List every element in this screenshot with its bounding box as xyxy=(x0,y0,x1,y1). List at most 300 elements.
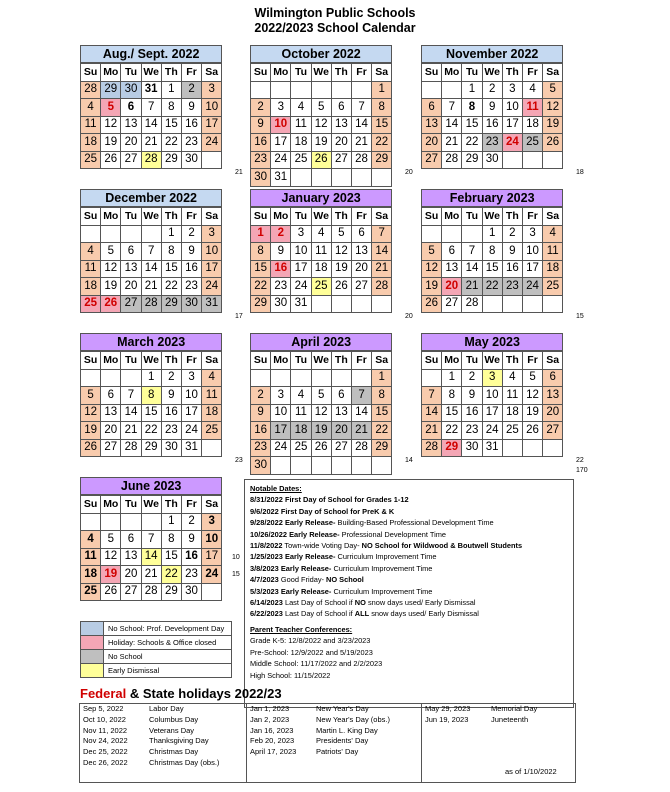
empty-cell xyxy=(372,457,392,475)
day-cell: 21 xyxy=(422,422,442,440)
conference-item: Middle School: 11/17/2022 and 2/2/2023 xyxy=(250,659,383,669)
day-cell: 29 xyxy=(101,81,121,99)
notable-date-bold: Early Release- xyxy=(284,552,336,562)
holiday-name: Christmas Day (obs.) xyxy=(149,757,220,767)
notable-date-date: 1/25/2023 xyxy=(250,552,283,562)
legend-label: Early Dismissal xyxy=(108,666,160,675)
month-table xyxy=(80,207,222,313)
day-header: Su xyxy=(81,208,101,226)
day-cell: 22 xyxy=(462,134,482,152)
notable-date-item xyxy=(250,494,568,505)
school-day-count: 15 xyxy=(576,313,584,320)
day-cell: 27 xyxy=(543,422,563,440)
empty-cell xyxy=(271,457,291,475)
day-cell: 14 xyxy=(351,116,371,134)
legend-item xyxy=(80,636,232,650)
holiday-row xyxy=(80,736,246,747)
day-cell: 10 xyxy=(482,387,502,405)
notable-date-rest: Curriculum Improvement Time xyxy=(335,552,437,562)
notable-date-date: 11/8/2022 xyxy=(250,541,283,551)
day-cell: 13 xyxy=(101,404,121,422)
day-cell: 2 xyxy=(181,513,201,531)
day-header: Sa xyxy=(202,496,222,514)
day-cell: 31 xyxy=(141,81,161,99)
empty-cell xyxy=(351,457,371,475)
day-cell: 15 xyxy=(482,260,502,278)
day-header: Mo xyxy=(442,64,462,82)
day-cell: 27 xyxy=(101,439,121,457)
day-cell: 4 xyxy=(291,99,311,117)
holiday-name: Christmas Day xyxy=(149,747,199,757)
day-cell: 12 xyxy=(311,116,331,134)
day-cell: 18 xyxy=(291,422,311,440)
day-cell: 24 xyxy=(502,134,522,152)
day-cell: 4 xyxy=(291,387,311,405)
day-cell: 31 xyxy=(181,439,201,457)
day-cell: 21 xyxy=(351,134,371,152)
day-cell: 27 xyxy=(121,583,141,601)
school-day-count: 22 xyxy=(576,457,584,464)
day-cell: 8 xyxy=(442,387,462,405)
notable-date-tail: ALL xyxy=(354,609,370,619)
day-cell: 13 xyxy=(442,260,462,278)
day-cell: 12 xyxy=(331,243,351,261)
day-header: Th xyxy=(331,208,351,226)
notable-date-item xyxy=(250,574,568,585)
day-cell: 23 xyxy=(181,134,201,152)
day-header: We xyxy=(311,352,331,370)
day-cell: 26 xyxy=(331,278,351,296)
day-cell: 4 xyxy=(81,99,101,117)
notable-date-rest: Last Day of School if xyxy=(284,609,355,619)
day-header: We xyxy=(482,352,502,370)
school-day-count: 17 xyxy=(235,313,243,320)
day-cell: 7 xyxy=(422,387,442,405)
empty-cell xyxy=(372,169,392,187)
day-cell: 24 xyxy=(271,151,291,169)
day-header: Sa xyxy=(372,64,392,82)
day-cell: 6 xyxy=(543,369,563,387)
day-cell: 21 xyxy=(141,566,161,584)
day-cell: 7 xyxy=(141,99,161,117)
day-cell: 28 xyxy=(141,295,161,313)
day-cell: 3 xyxy=(522,225,542,243)
day-cell: 12 xyxy=(311,404,331,422)
month-title: April 2023 xyxy=(250,333,392,351)
day-cell: 20 xyxy=(331,134,351,152)
holiday-date: Jan 2, 2023 xyxy=(250,714,290,724)
day-cell: 19 xyxy=(101,134,121,152)
month-table xyxy=(250,63,392,187)
day-header: We xyxy=(141,64,161,82)
day-cell: 16 xyxy=(181,260,201,278)
legend-item xyxy=(80,650,232,664)
empty-cell xyxy=(121,513,141,531)
day-cell: 26 xyxy=(522,422,542,440)
day-cell: 11 xyxy=(543,243,563,261)
day-cell: 24 xyxy=(202,278,222,296)
legend-swatch xyxy=(81,664,104,677)
day-cell: 17 xyxy=(291,260,311,278)
month-9 xyxy=(80,477,222,601)
holiday-row xyxy=(80,715,246,726)
day-cell: 3 xyxy=(271,99,291,117)
day-cell: 10 xyxy=(202,243,222,261)
conference-item: Pre-School: 12/9/2022 and 5/19/2023 xyxy=(250,647,373,657)
day-cell: 1 xyxy=(462,81,482,99)
day-cell: 11 xyxy=(311,243,331,261)
day-cell: 31 xyxy=(291,295,311,313)
day-cell: 29 xyxy=(442,439,462,457)
month-table xyxy=(80,495,222,601)
total-day-count: 170 xyxy=(576,467,588,474)
day-header: Tu xyxy=(121,352,141,370)
day-header: Mo xyxy=(101,64,121,82)
month-title: November 2022 xyxy=(421,45,563,63)
school-day-count: 14 xyxy=(405,457,413,464)
notable-date-rest: Building-Based Professional Development Time xyxy=(335,518,494,528)
holiday-date: Jan 16, 2023 xyxy=(250,725,294,735)
week-day-count: 15 xyxy=(232,571,240,579)
day-header: Sa xyxy=(202,352,222,370)
legend-label: Holiday: Schools & Office closed xyxy=(108,638,217,647)
day-cell: 1 xyxy=(251,225,271,243)
day-cell: 9 xyxy=(502,243,522,261)
notable-dates-list xyxy=(250,494,568,619)
day-cell: 17 xyxy=(271,422,291,440)
day-cell: 26 xyxy=(311,151,331,169)
day-cell: 1 xyxy=(482,225,502,243)
day-cell: 22 xyxy=(161,134,181,152)
day-cell: 23 xyxy=(271,278,291,296)
day-cell: 22 xyxy=(482,278,502,296)
empty-cell xyxy=(543,439,563,457)
empty-cell xyxy=(522,439,542,457)
day-cell: 23 xyxy=(502,278,522,296)
day-cell: 30 xyxy=(271,295,291,313)
school-day-count: 21 xyxy=(235,169,243,176)
day-cell: 22 xyxy=(141,422,161,440)
notable-date-rest: Town-wide Voting Day- xyxy=(284,541,362,551)
day-cell: 1 xyxy=(161,513,181,531)
day-cell: 12 xyxy=(101,116,121,134)
day-header: We xyxy=(482,64,502,82)
day-cell: 17 xyxy=(482,404,502,422)
holiday-date: April 17, 2023 xyxy=(250,747,297,757)
day-cell: 22 xyxy=(251,278,271,296)
day-header: Mo xyxy=(101,496,121,514)
empty-cell xyxy=(522,295,542,313)
day-cell: 27 xyxy=(422,151,442,169)
day-cell: 27 xyxy=(442,295,462,313)
day-cell: 7 xyxy=(141,243,161,261)
day-cell: 24 xyxy=(271,439,291,457)
legend-label: No School xyxy=(108,652,143,661)
day-cell: 19 xyxy=(311,422,331,440)
day-cell: 3 xyxy=(202,81,222,99)
day-cell: 6 xyxy=(331,387,351,405)
day-cell: 20 xyxy=(121,134,141,152)
day-cell: 20 xyxy=(121,278,141,296)
day-cell: 1 xyxy=(161,81,181,99)
day-cell: 15 xyxy=(161,116,181,134)
holidays-column-1 xyxy=(79,703,247,783)
day-cell: 10 xyxy=(181,387,201,405)
day-cell: 23 xyxy=(251,439,271,457)
empty-cell xyxy=(311,295,331,313)
day-cell: 4 xyxy=(502,369,522,387)
day-cell: 18 xyxy=(81,134,101,152)
legend-label: No School: Prof. Development Day xyxy=(108,624,225,633)
day-cell: 8 xyxy=(161,243,181,261)
day-cell: 6 xyxy=(442,243,462,261)
holiday-date: Jun 19, 2023 xyxy=(425,714,469,724)
notable-date-bold: Early Release- xyxy=(280,586,332,596)
month-table xyxy=(250,351,392,475)
day-cell: 2 xyxy=(251,387,271,405)
day-cell: 14 xyxy=(141,548,161,566)
day-cell: 16 xyxy=(181,116,201,134)
day-cell: 10 xyxy=(291,243,311,261)
empty-cell xyxy=(351,169,371,187)
day-cell: 26 xyxy=(422,295,442,313)
day-cell: 30 xyxy=(181,295,201,313)
day-header: Su xyxy=(422,352,442,370)
day-cell: 5 xyxy=(331,225,351,243)
month-table xyxy=(80,63,222,169)
legend-swatch xyxy=(81,650,104,663)
notable-date-date: 5/3/2023 xyxy=(250,586,279,596)
day-header: Tu xyxy=(291,208,311,226)
day-cell: 26 xyxy=(311,439,331,457)
empty-cell xyxy=(522,151,542,169)
month-0 xyxy=(80,45,222,169)
day-cell: 9 xyxy=(251,116,271,134)
day-cell: 23 xyxy=(251,151,271,169)
day-cell: 3 xyxy=(202,513,222,531)
day-cell: 20 xyxy=(121,566,141,584)
day-cell: 15 xyxy=(161,548,181,566)
holiday-name: Patriots' Day xyxy=(316,747,359,757)
day-cell: 15 xyxy=(372,404,392,422)
day-cell: 2 xyxy=(161,369,181,387)
empty-cell xyxy=(81,369,101,387)
day-cell: 9 xyxy=(161,387,181,405)
day-header: Fr xyxy=(181,208,201,226)
empty-cell xyxy=(442,81,462,99)
holiday-row xyxy=(247,704,421,715)
day-cell: 11 xyxy=(502,387,522,405)
empty-cell xyxy=(422,81,442,99)
day-header: Tu xyxy=(121,496,141,514)
school-day-count: 23 xyxy=(235,457,243,464)
month-8 xyxy=(421,333,563,457)
empty-cell xyxy=(502,439,522,457)
day-cell: 6 xyxy=(101,387,121,405)
notable-date-date: 4/7/2023 xyxy=(250,575,279,585)
day-cell: 26 xyxy=(101,583,121,601)
day-header: Sa xyxy=(543,64,563,82)
day-cell: 16 xyxy=(482,116,502,134)
day-header: Th xyxy=(161,208,181,226)
day-header: Fr xyxy=(351,208,371,226)
notable-date-bold: First Day of School for PreK & K xyxy=(280,506,395,516)
notable-date-date: 6/14/2023 xyxy=(250,598,283,608)
day-cell: 25 xyxy=(522,134,542,152)
day-cell: 9 xyxy=(181,99,201,117)
day-header: We xyxy=(482,208,502,226)
day-cell: 13 xyxy=(121,116,141,134)
day-cell: 9 xyxy=(462,387,482,405)
day-cell: 4 xyxy=(202,369,222,387)
empty-cell xyxy=(331,369,351,387)
empty-cell xyxy=(543,295,563,313)
empty-cell xyxy=(101,225,121,243)
day-cell: 12 xyxy=(522,387,542,405)
holiday-name: Veterans Day xyxy=(149,725,195,735)
month-7 xyxy=(250,333,392,475)
holidays-title xyxy=(80,686,282,701)
notable-date-item xyxy=(250,506,568,517)
day-cell: 3 xyxy=(502,81,522,99)
notable-date-tail: NO School for Wildwood & Boutwell Students xyxy=(361,541,523,551)
day-cell: 24 xyxy=(291,278,311,296)
day-cell: 21 xyxy=(141,278,161,296)
day-cell: 14 xyxy=(462,260,482,278)
empty-cell xyxy=(422,225,442,243)
day-cell: 5 xyxy=(101,531,121,549)
day-header: Th xyxy=(331,352,351,370)
notable-date-date: 8/31/2022 xyxy=(250,495,283,505)
legend-item xyxy=(80,621,232,636)
day-cell: 5 xyxy=(81,387,101,405)
day-cell: 2 xyxy=(462,369,482,387)
day-cell: 7 xyxy=(351,387,371,405)
day-cell: 25 xyxy=(311,278,331,296)
day-cell: 11 xyxy=(202,387,222,405)
empty-cell xyxy=(121,369,141,387)
day-cell: 13 xyxy=(331,116,351,134)
day-cell: 27 xyxy=(331,151,351,169)
day-cell: 3 xyxy=(181,369,201,387)
day-cell: 25 xyxy=(291,439,311,457)
day-cell: 3 xyxy=(482,369,502,387)
day-cell: 3 xyxy=(291,225,311,243)
day-cell: 18 xyxy=(522,116,542,134)
day-cell: 5 xyxy=(522,369,542,387)
day-cell: 6 xyxy=(331,99,351,117)
day-cell: 24 xyxy=(202,566,222,584)
day-cell: 2 xyxy=(181,81,201,99)
empty-cell xyxy=(462,225,482,243)
day-cell: 24 xyxy=(181,422,201,440)
day-header: Tu xyxy=(462,64,482,82)
day-header: We xyxy=(141,208,161,226)
holiday-name: Martin L. King Day xyxy=(316,725,378,735)
day-cell: 21 xyxy=(141,134,161,152)
month-4 xyxy=(250,189,392,313)
day-cell: 3 xyxy=(271,387,291,405)
day-cell: 21 xyxy=(351,422,371,440)
day-cell: 10 xyxy=(271,116,291,134)
day-header: Su xyxy=(81,352,101,370)
day-cell: 2 xyxy=(181,225,201,243)
notable-date-item xyxy=(250,586,568,597)
day-cell: 9 xyxy=(181,243,201,261)
empty-cell xyxy=(311,169,331,187)
day-cell: 27 xyxy=(331,439,351,457)
day-cell: 15 xyxy=(462,116,482,134)
day-cell: 28 xyxy=(442,151,462,169)
day-cell: 20 xyxy=(331,422,351,440)
day-cell: 14 xyxy=(422,404,442,422)
day-cell: 6 xyxy=(351,225,371,243)
notable-date-bold: Early Release- xyxy=(289,529,340,539)
day-cell: 25 xyxy=(543,278,563,296)
week-day-count: 10 xyxy=(232,553,240,561)
day-cell: 25 xyxy=(202,422,222,440)
school-day-count: 20 xyxy=(405,169,413,176)
day-cell: 24 xyxy=(482,422,502,440)
day-cell: 30 xyxy=(462,439,482,457)
day-header: Mo xyxy=(271,64,291,82)
notable-date-bold: Early Release- xyxy=(280,563,332,573)
day-cell: 20 xyxy=(422,134,442,152)
day-cell: 22 xyxy=(161,566,181,584)
notable-date-rest: Last Day of School if xyxy=(284,598,355,608)
day-cell: 24 xyxy=(522,278,542,296)
day-cell: 14 xyxy=(351,404,371,422)
day-header: Tu xyxy=(291,352,311,370)
notable-date-rest: Good Friday- xyxy=(280,575,327,585)
day-cell: 23 xyxy=(181,278,201,296)
day-cell: 11 xyxy=(522,99,542,117)
holiday-name: Thanksgiving Day xyxy=(149,736,209,746)
day-cell: 2 xyxy=(271,225,291,243)
legend-swatch xyxy=(81,636,104,649)
day-cell: 4 xyxy=(543,225,563,243)
day-cell: 10 xyxy=(202,531,222,549)
empty-cell xyxy=(331,457,351,475)
day-cell: 18 xyxy=(81,566,101,584)
holiday-row xyxy=(80,758,246,769)
day-cell: 19 xyxy=(543,116,563,134)
holiday-row xyxy=(247,747,421,758)
day-cell: 29 xyxy=(462,151,482,169)
day-cell: 28 xyxy=(372,278,392,296)
as-of-date: as of 1/10/2022 xyxy=(505,767,557,776)
day-cell: 7 xyxy=(351,99,371,117)
district-title: Wilmington Public Schools xyxy=(254,6,416,20)
notable-date-date: 9/6/2022 xyxy=(250,506,279,516)
notable-date-rest2: snow days used/ Early Dismissal xyxy=(365,598,476,608)
day-header: Mo xyxy=(101,352,121,370)
day-cell: 23 xyxy=(161,422,181,440)
empty-cell xyxy=(502,295,522,313)
day-cell: 12 xyxy=(101,548,121,566)
day-header: Su xyxy=(251,64,271,82)
empty-cell xyxy=(202,151,222,169)
day-header: Sa xyxy=(372,208,392,226)
month-table xyxy=(80,351,222,457)
day-cell: 5 xyxy=(101,243,121,261)
day-cell: 8 xyxy=(372,387,392,405)
day-cell: 13 xyxy=(121,548,141,566)
holidays-title-rest: & State holidays 2022/23 xyxy=(126,686,282,701)
notable-date-item xyxy=(250,597,568,608)
day-cell: 9 xyxy=(251,404,271,422)
day-cell: 19 xyxy=(101,566,121,584)
